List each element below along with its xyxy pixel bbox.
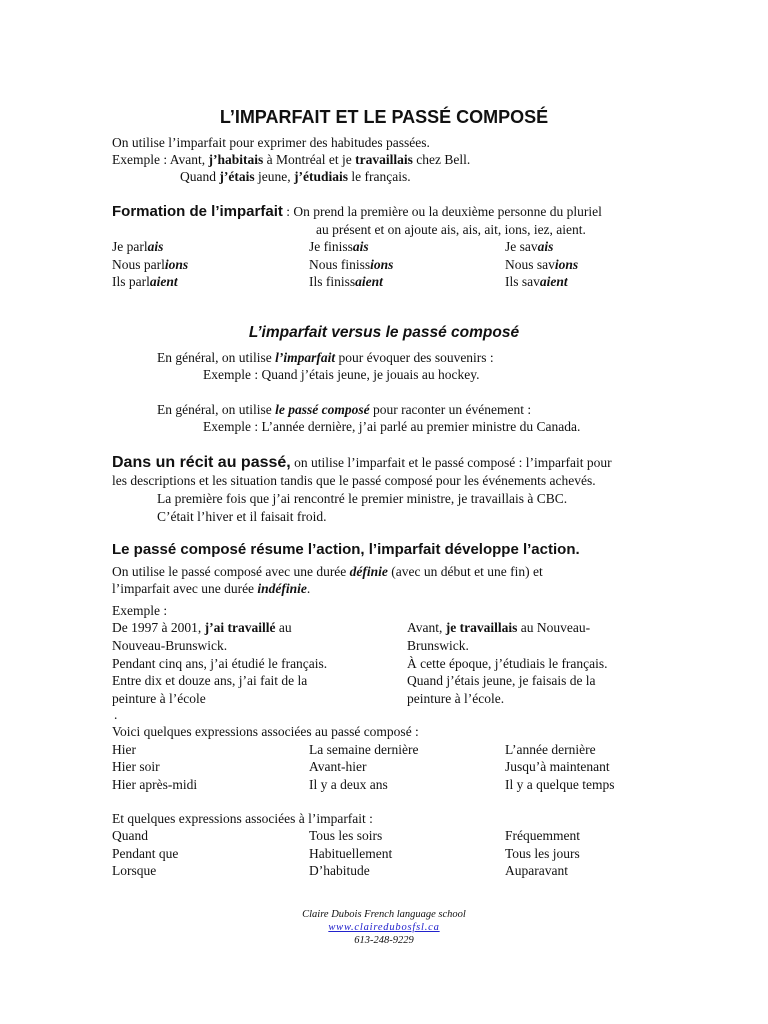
versus-example-2: Exemple : L’année dernière, j’ai parlé au premier ministre du Canada.	[203, 419, 581, 434]
resume-text: l’imparfait avec une durée	[112, 581, 258, 596]
recit-heading: Dans un récit au passé,	[112, 454, 291, 471]
intro-example2-bold: j’étais	[219, 169, 255, 184]
conj-stem: Nous finiss	[309, 257, 371, 272]
intro-example-2	[180, 168, 411, 185]
expr-imp-item: Fréquemment	[505, 828, 580, 843]
conj-item	[505, 273, 568, 290]
intro-example-prefix: Exemple : Avant,	[112, 152, 209, 167]
conj-ending: ais	[537, 239, 554, 254]
conj-ending: ais	[352, 239, 369, 254]
recit-text-2: les descriptions et les situation tandis que le passé composé pour les événements achevés.	[112, 473, 596, 488]
intro-example-bold: j’habitais	[208, 152, 264, 167]
intro-example-bold: travaillais	[355, 152, 413, 167]
expr-pc-item: Hier	[112, 742, 136, 757]
conj-ending: ions	[370, 257, 394, 272]
intro-example2-bold: j’étudiais	[293, 169, 348, 184]
expr-imp-item: Tous les jours	[505, 846, 580, 861]
resume-left-line: peinture à l’école	[112, 691, 206, 706]
conj-item	[112, 273, 178, 290]
conj-item	[309, 256, 393, 273]
intro-line: On utilise l’imparfait pour exprimer des habitudes passées.	[112, 135, 430, 150]
footer-website-line	[0, 922, 768, 934]
expr-pc-item: Jusqu’à maintenant	[505, 759, 610, 774]
resume-left-line: Entre dix et douze ans, j’ai fait de la	[112, 673, 308, 688]
conj-item	[505, 238, 553, 255]
recit-example-1: La première fois que j’ai rencontré le premier ministre, je travaillais à CBC.	[157, 491, 568, 506]
conj-ending: ions	[164, 257, 189, 272]
conj-ending: aient	[149, 274, 178, 289]
versus-text: En général, on utilise	[157, 402, 276, 417]
expr-imp-item: Tous les soirs	[309, 828, 383, 843]
conj-stem: Je sav	[505, 239, 538, 254]
expr-pc-item: Hier après-midi	[112, 777, 198, 792]
resume-right-line: Quand j’étais jeune, je faisais de la	[407, 673, 596, 688]
conj-stem: Ils parl	[112, 274, 150, 289]
formation-heading: Formation de l’imparfait	[112, 203, 283, 220]
conj-stem: Je finiss	[309, 239, 353, 254]
recit-heading-line	[112, 453, 612, 473]
resume-left-line: Nouveau-Brunswick.	[112, 638, 228, 653]
resume-line-1	[112, 563, 543, 580]
conj-ending: ions	[554, 257, 579, 272]
conj-ending: ais	[147, 239, 164, 254]
intro-example2-mid: jeune,	[254, 169, 294, 184]
conj-ending: aient	[355, 274, 383, 289]
intro-example-end: chez Bell.	[412, 152, 471, 167]
resume-right-bold: je travaillais	[445, 620, 518, 635]
conj-stem: Nous parl	[112, 257, 165, 272]
intro-example-mid: à Montréal et je	[263, 152, 356, 167]
resume-left-text: au	[275, 620, 292, 635]
resume-text: (avec un début et une fin) et	[387, 564, 543, 579]
resume-right-text: Avant,	[407, 620, 446, 635]
resume-text: On utilise le passé composé avec une durée	[112, 564, 350, 579]
resume-heading: Le passé composé résume l’action, l’imparfait développe l’action.	[112, 541, 580, 558]
conj-stem: Je parl	[112, 239, 148, 254]
resume-left-bold: j’ai travaillé	[204, 620, 276, 635]
versus-example-1: Exemple : Quand j’étais jeune, je jouais au hockey.	[203, 367, 480, 382]
resume-keyword: indéfinie	[257, 581, 307, 596]
resume-left-line: Pendant cinq ans, j’ai étudié le français.	[112, 656, 328, 671]
expr-pc-item: Il y a deux ans	[309, 777, 388, 792]
formation-text-2: au présent et on ajoute ais, ais, ait, ions, iez, aient.	[316, 222, 586, 237]
resume-left-text: De 1997 à 2001,	[112, 620, 205, 635]
expr-pc-intro: Voici quelques expressions associées au passé composé :	[112, 724, 419, 739]
conj-stem: Nous sav	[505, 257, 555, 272]
versus-heading: L’imparfait versus le passé composé	[248, 324, 520, 341]
intro-example	[112, 151, 470, 168]
resume-keyword: définie	[349, 564, 388, 579]
resume-right-text: au Nouveau-	[517, 620, 591, 635]
conj-item	[309, 273, 383, 290]
conj-item	[112, 256, 188, 273]
expr-imp-item: Lorsque	[112, 863, 157, 878]
expr-pc-item: L’année dernière	[505, 742, 596, 757]
versus-paragraph-2	[157, 401, 531, 418]
recit-example-2: C’était l’hiver et il faisait froid.	[157, 509, 327, 524]
versus-text: pour raconter un événement :	[369, 402, 532, 417]
footer-school: Claire Dubois French language school	[302, 909, 466, 920]
expr-pc-item: Avant-hier	[309, 759, 367, 774]
conj-stem: Ils finiss	[309, 274, 356, 289]
expr-imp-item: D’habitude	[309, 863, 370, 878]
expr-pc-item: Hier soir	[112, 759, 160, 774]
conj-item	[112, 238, 163, 255]
resume-right-line: Brunswick.	[407, 638, 469, 653]
conj-stem: Ils sav	[505, 274, 540, 289]
formation-text: : On prend la première ou la deuxième personne du pluriel	[282, 204, 602, 219]
expr-imp-item: Auparavant	[505, 863, 568, 878]
footer-website-link[interactable]: www.clairedubosfsl.ca	[328, 922, 440, 933]
formation-heading-line	[112, 202, 602, 222]
resume-right-line: À cette époque, j’étudiais le français.	[407, 656, 608, 671]
resume-right-line: peinture à l’école.	[407, 691, 505, 706]
versus-keyword: le passé composé	[275, 402, 370, 417]
expr-imp-intro: Et quelques expressions associées à l’imparfait :	[112, 811, 373, 826]
expr-pc-item: Il y a quelque temps	[505, 777, 615, 792]
resume-left-line	[112, 619, 292, 636]
conj-ending: aient	[539, 274, 568, 289]
resume-right-line	[407, 619, 590, 636]
resume-line-2	[112, 580, 310, 597]
page-title: L’IMPARFAIT ET LE PASSÉ COMPOSÉ	[219, 107, 549, 127]
recit-text: on utilise l’imparfait et le passé composé : l’imparfait pour	[290, 455, 612, 470]
footer-phone: 613-248-9229	[354, 935, 414, 946]
stray-dot: .	[114, 707, 118, 722]
resume-example-label: Exemple :	[112, 603, 168, 618]
conj-item	[505, 256, 578, 273]
expr-imp-item: Quand	[112, 828, 148, 843]
conj-item	[309, 238, 369, 255]
versus-paragraph-1	[157, 349, 494, 366]
intro-example2-pre: Quand	[180, 169, 220, 184]
versus-text: En général, on utilise	[157, 350, 276, 365]
expr-pc-item: La semaine dernière	[309, 742, 419, 757]
resume-text: .	[306, 581, 311, 596]
expr-imp-item: Habituellement	[309, 846, 393, 861]
intro-example2-end: le français.	[347, 169, 411, 184]
expr-imp-item: Pendant que	[112, 846, 179, 861]
versus-keyword: l’imparfait	[275, 350, 336, 365]
versus-text: pour évoquer des souvenirs :	[335, 350, 494, 365]
